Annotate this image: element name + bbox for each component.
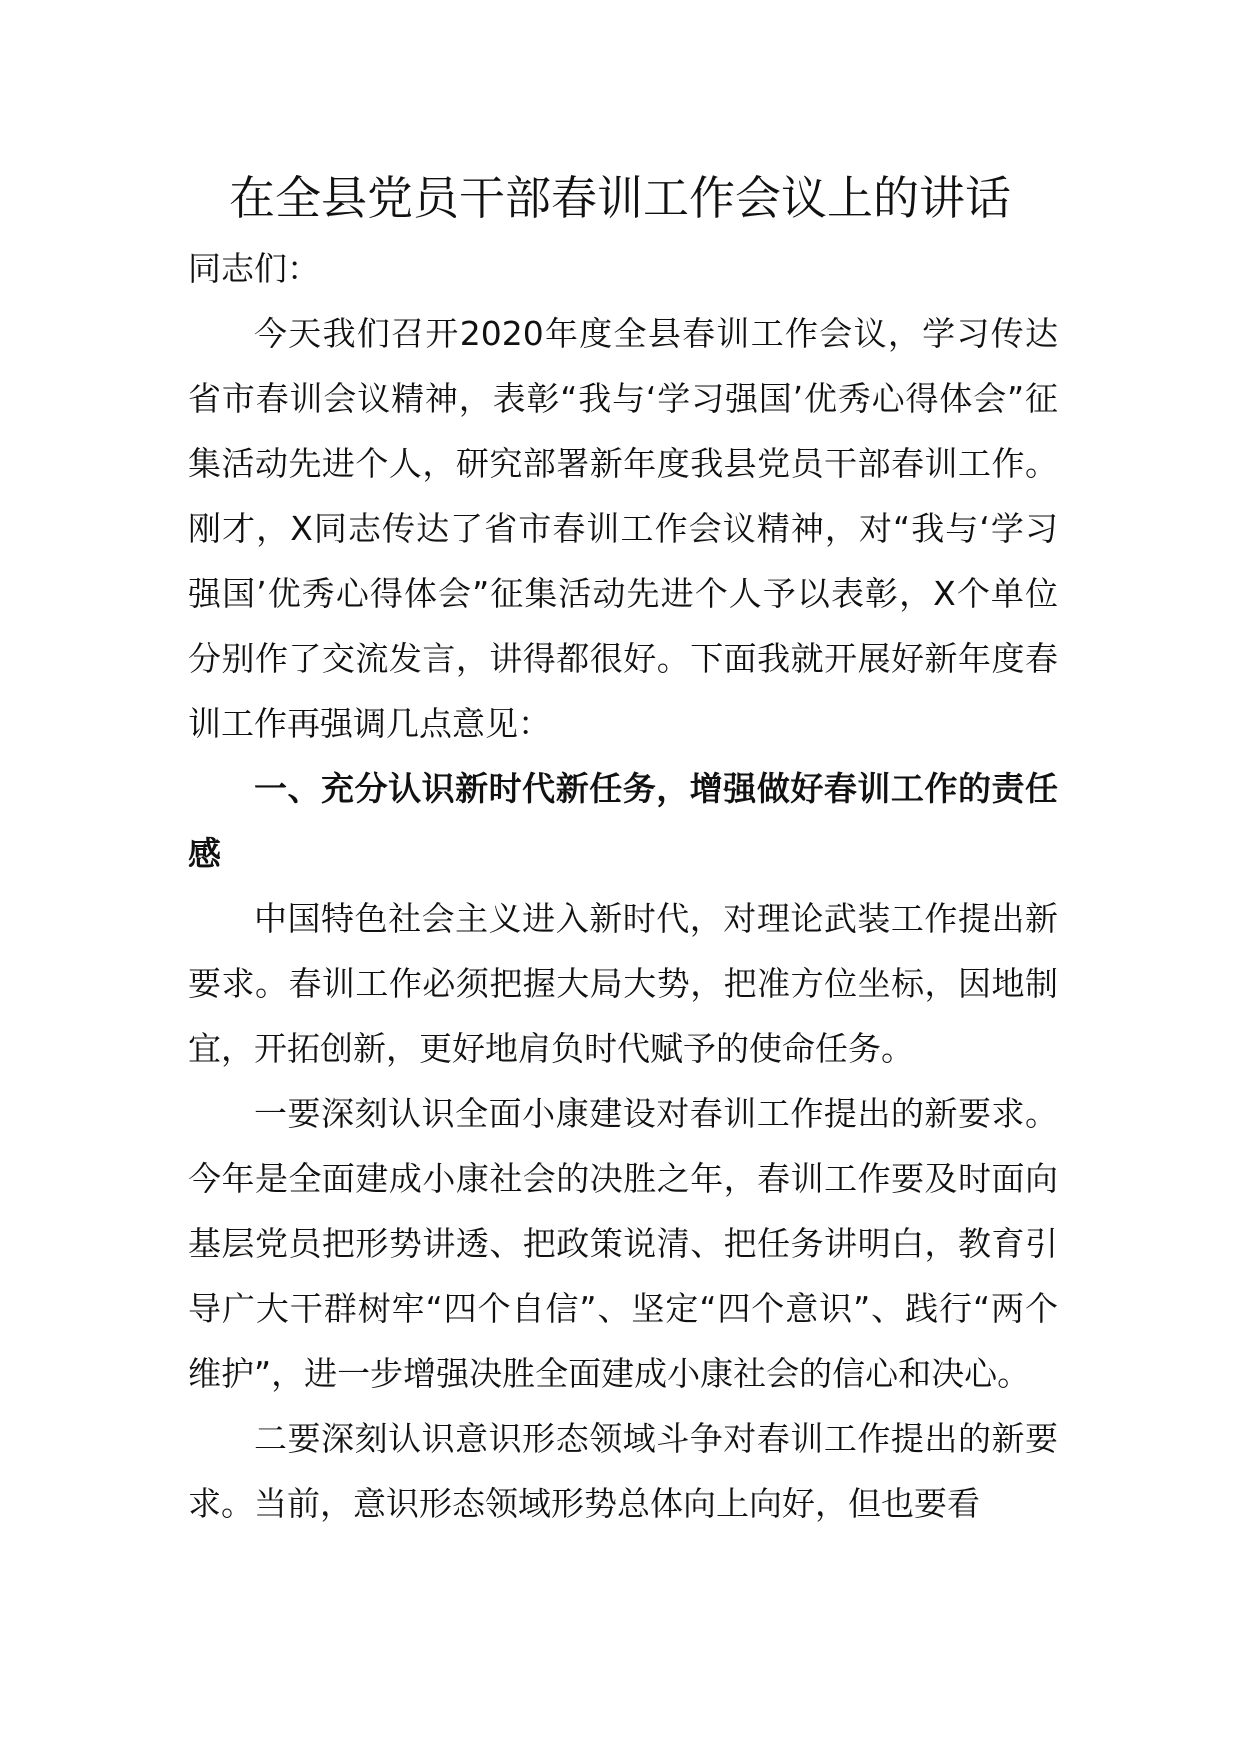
section-heading-1: 一、充分认识新时代新任务，增强做好春训工作的责任感 [188, 769, 1058, 873]
paragraph-point-one: 一要深刻认识全面小康建设对春训工作提出的新要求。今年是全面建成小康社会的决胜之年，春训工作要及时面向基层党员把形势讲透、把政策说清、把任务讲明白，教育引导广大干群树牢“四个自信”、坚定“四个意识”、践行“两个维护”，进一步增强决胜全面建成小康社会的信心和决心。 [188, 1094, 1058, 1393]
document-body [188, 236, 1058, 1536]
document-title: 在全县党员干部春训工作会议上的讲话 [229, 171, 1011, 225]
greeting: 同志们： [188, 249, 320, 288]
paragraph-intro: 今天我们召开2020年度全县春训工作会议，学习传达省市春训会议精神，表彰“我与‘学习强国’优秀心得体会”征集活动先进个人，研究部署新年度我县党员干部春训工作。刚才，X同志传达了省市春训工作会议精神，对“我与‘学习强国’优秀心得体会”征集活动先进个人予以表彰，X个单位分别作了交流发言，讲得都很好。下面我就开展好新年度春训工作再强调几点意见： [188, 314, 1058, 743]
paragraph-new-era: 中国特色社会主义进入新时代，对理论武装工作提出新要求。春训工作必须把握大局大势，把准方位坐标，因地制宜，开拓创新，更好地肩负时代赋予的使命任务。 [188, 899, 1058, 1068]
paragraph-point-two: 二要深刻认识意识形态领域斗争对春训工作提出的新要求。当前，意识形态领域形势总体向上向好，但也要看 [188, 1419, 1058, 1523]
